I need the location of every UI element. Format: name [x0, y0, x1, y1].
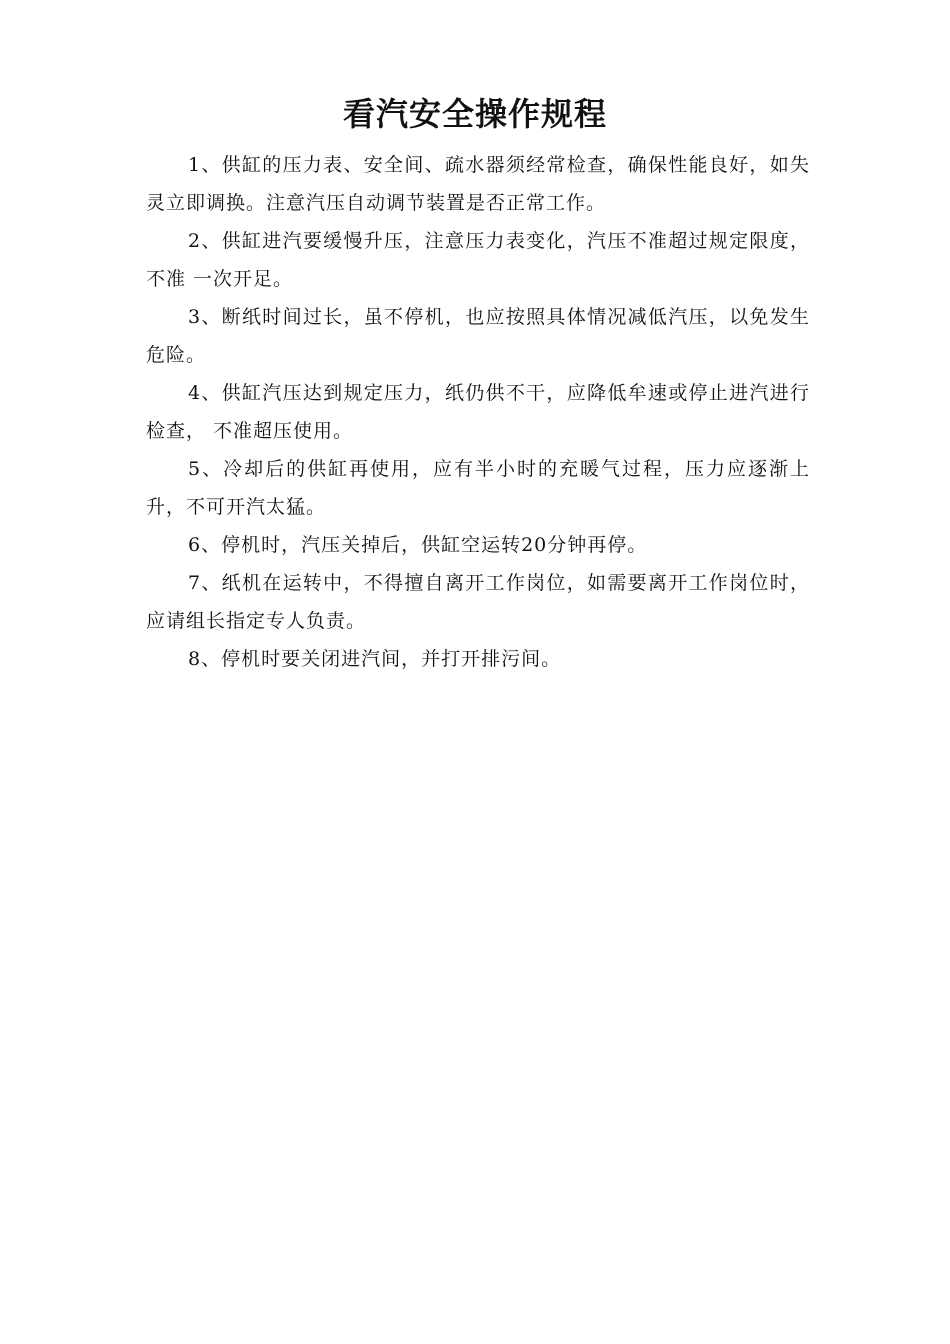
rule-paragraph-6: 6、停机时，汽压关掉后，供缸空运转20分钟再停。: [188, 534, 648, 556]
rule-paragraph-8: 8、停机时要关闭进汽间，并打开排污间。: [188, 648, 562, 670]
rule-paragraph-5: 5、冷却后的供缸再使用，应有半小时的充暖气过程，压力应逐渐上升，不可开汽太猛。: [146, 458, 810, 518]
rule-paragraph-7: 7、纸机在运转中，不得擅自离开工作岗位，如需要离开工作岗位时，应请组长指定专人负责。: [146, 572, 810, 632]
rule-paragraph-3: 3、断纸时间过长，虽不停机，也应按照具体情况减低汽压，以免发生危险。: [146, 306, 810, 366]
rule-paragraph-2: 2、供缸进汽要缓慢升压，注意压力表变化，汽压不准超过规定限度，不准 一次开足。: [146, 230, 810, 290]
document-body: [146, 146, 810, 678]
rule-paragraph-4: 4、供缸汽压达到规定压力，纸仍供不干，应降低牟速或停止进汽进行检查， 不准超压使用。: [146, 382, 810, 442]
rule-paragraph-1: 1、供缸的压力表、安全间、疏水器须经常检查，确保性能良好，如失灵立即调换。注意汽压自动调节装置是否正常工作。: [146, 154, 810, 214]
document-title: 看汽安全操作规程: [342, 95, 607, 133]
